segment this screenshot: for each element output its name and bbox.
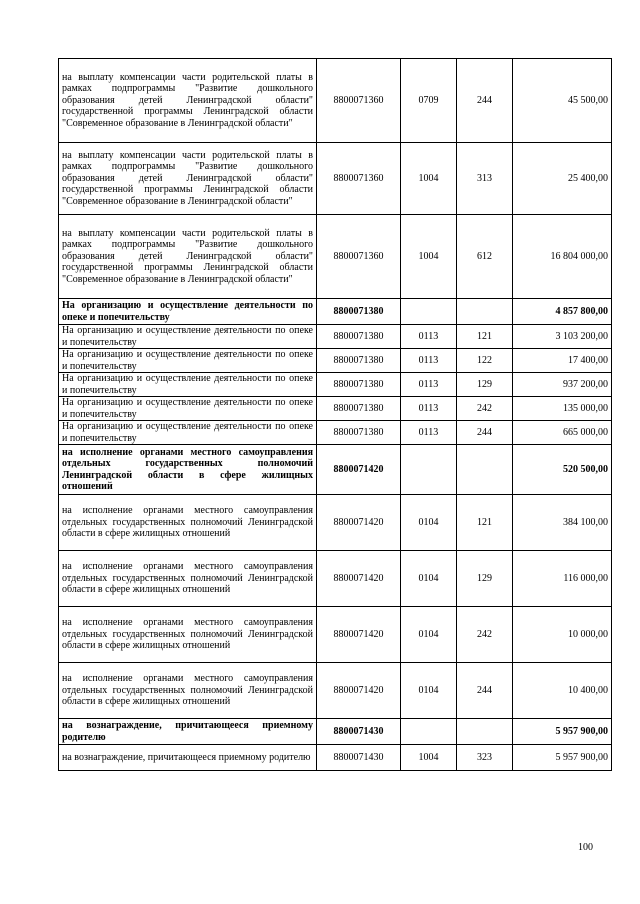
row-amount: 45 500,00 <box>513 59 612 143</box>
row-description: На организацию и осуществление деятельности по опеке и попечительству <box>59 299 317 325</box>
table-row <box>59 143 612 215</box>
row-description: На организацию и осуществление деятельности по опеке и попечительству <box>59 349 317 373</box>
row-expense-type <box>457 445 513 495</box>
row-target-code: 8800071380 <box>317 397 401 421</box>
row-expense-type: 121 <box>457 495 513 551</box>
row-description: на выплату компенсации части родительской платы в рамках подпрограммы "Развитие дошкольного образования детей Ленинградской области" государственной программы Ленинградской области "Современное образование в Ленинградской области" <box>59 215 317 299</box>
row-description: на исполнение органами местного самоуправления отдельных государственных полномочий Ленинградской области в сфере жилищных отношений <box>59 607 317 663</box>
table-row <box>59 299 612 325</box>
row-amount: 116 000,00 <box>513 551 612 607</box>
row-target-code: 8800071420 <box>317 551 401 607</box>
row-section-code: 0113 <box>401 397 457 421</box>
row-section-code: 0113 <box>401 325 457 349</box>
row-target-code: 8800071420 <box>317 495 401 551</box>
row-expense-type: 323 <box>457 745 513 771</box>
row-section-code: 1004 <box>401 215 457 299</box>
row-section-code: 1004 <box>401 143 457 215</box>
row-expense-type: 612 <box>457 215 513 299</box>
table-row <box>59 373 612 397</box>
row-target-code: 8800071420 <box>317 607 401 663</box>
row-description: на исполнение органами местного самоуправления отдельных государственных полномочий Ленинградской области в сфере жилищных отношений <box>59 495 317 551</box>
row-section-code: 0104 <box>401 607 457 663</box>
row-description: На организацию и осуществление деятельности по опеке и попечительству <box>59 325 317 349</box>
row-section-code: 0104 <box>401 663 457 719</box>
row-amount: 25 400,00 <box>513 143 612 215</box>
table-row <box>59 551 612 607</box>
row-description: на вознаграждение, причитающееся приемному родителю <box>59 719 317 745</box>
row-target-code: 8800071380 <box>317 373 401 397</box>
row-target-code: 8800071360 <box>317 59 401 143</box>
row-description: на исполнение органами местного самоуправления отдельных государственных полномочий Ленинградской области в сфере жилищных отношений <box>59 551 317 607</box>
row-target-code: 8800071420 <box>317 663 401 719</box>
row-amount: 4 857 800,00 <box>513 299 612 325</box>
row-target-code: 8800071380 <box>317 421 401 445</box>
row-description: на исполнение органами местного самоуправления отдельных государственных полномочий Ленинградской области в сфере жилищных отношений <box>59 663 317 719</box>
row-target-code: 8800071420 <box>317 445 401 495</box>
row-description: На организацию и осуществление деятельности по опеке и попечительству <box>59 373 317 397</box>
row-expense-type: 244 <box>457 59 513 143</box>
row-target-code: 8800071380 <box>317 349 401 373</box>
row-description: на выплату компенсации части родительской платы в рамках подпрограммы "Развитие дошкольного образования детей Ленинградской области" государственной программы Ленинградской области "Современное образование в Ленинградской области" <box>59 59 317 143</box>
table-row <box>59 325 612 349</box>
table-row <box>59 421 612 445</box>
page-number: 100 <box>578 842 593 853</box>
budget-table <box>58 58 612 771</box>
table-row <box>59 397 612 421</box>
row-expense-type: 242 <box>457 397 513 421</box>
table-row <box>59 349 612 373</box>
row-expense-type: 244 <box>457 663 513 719</box>
row-section-code: 0104 <box>401 551 457 607</box>
table-row <box>59 215 612 299</box>
table-row <box>59 445 612 495</box>
row-expense-type <box>457 299 513 325</box>
row-amount: 665 000,00 <box>513 421 612 445</box>
row-amount: 520 500,00 <box>513 445 612 495</box>
row-amount: 10 000,00 <box>513 607 612 663</box>
row-description: На организацию и осуществление деятельности по опеке и попечительству <box>59 421 317 445</box>
row-description: На организацию и осуществление деятельности по опеке и попечительству <box>59 397 317 421</box>
row-amount: 135 000,00 <box>513 397 612 421</box>
table-row <box>59 663 612 719</box>
row-expense-type: 242 <box>457 607 513 663</box>
row-amount: 10 400,00 <box>513 663 612 719</box>
row-description: на выплату компенсации части родительской платы в рамках подпрограммы "Развитие дошкольного образования детей Ленинградской области" государственной программы Ленинградской области "Современное образование в Ленинградской области" <box>59 143 317 215</box>
row-section-code <box>401 299 457 325</box>
row-expense-type <box>457 719 513 745</box>
row-section-code <box>401 445 457 495</box>
row-target-code: 8800071360 <box>317 215 401 299</box>
table-row <box>59 745 612 771</box>
row-target-code: 8800071380 <box>317 299 401 325</box>
row-target-code: 8800071430 <box>317 745 401 771</box>
row-amount: 17 400,00 <box>513 349 612 373</box>
row-amount: 5 957 900,00 <box>513 719 612 745</box>
row-section-code: 0113 <box>401 373 457 397</box>
row-section-code: 0113 <box>401 421 457 445</box>
row-description: на вознаграждение, причитающееся приемному родителю <box>59 745 317 771</box>
row-expense-type: 244 <box>457 421 513 445</box>
row-expense-type: 129 <box>457 373 513 397</box>
row-expense-type: 121 <box>457 325 513 349</box>
table-row <box>59 59 612 143</box>
row-amount: 5 957 900,00 <box>513 745 612 771</box>
row-section-code: 1004 <box>401 745 457 771</box>
row-amount: 937 200,00 <box>513 373 612 397</box>
row-amount: 16 804 000,00 <box>513 215 612 299</box>
row-description: на исполнение органами местного самоуправления отдельных государственных полномочий Ленинградской области в сфере жилищных отношений <box>59 445 317 495</box>
row-expense-type: 129 <box>457 551 513 607</box>
row-target-code: 8800071360 <box>317 143 401 215</box>
table-row <box>59 495 612 551</box>
table-row <box>59 607 612 663</box>
row-section-code: 0709 <box>401 59 457 143</box>
row-amount: 384 100,00 <box>513 495 612 551</box>
row-expense-type: 313 <box>457 143 513 215</box>
row-amount: 3 103 200,00 <box>513 325 612 349</box>
row-target-code: 8800071380 <box>317 325 401 349</box>
row-expense-type: 122 <box>457 349 513 373</box>
row-target-code: 8800071430 <box>317 719 401 745</box>
row-section-code: 0113 <box>401 349 457 373</box>
table-row <box>59 719 612 745</box>
row-section-code <box>401 719 457 745</box>
row-section-code: 0104 <box>401 495 457 551</box>
